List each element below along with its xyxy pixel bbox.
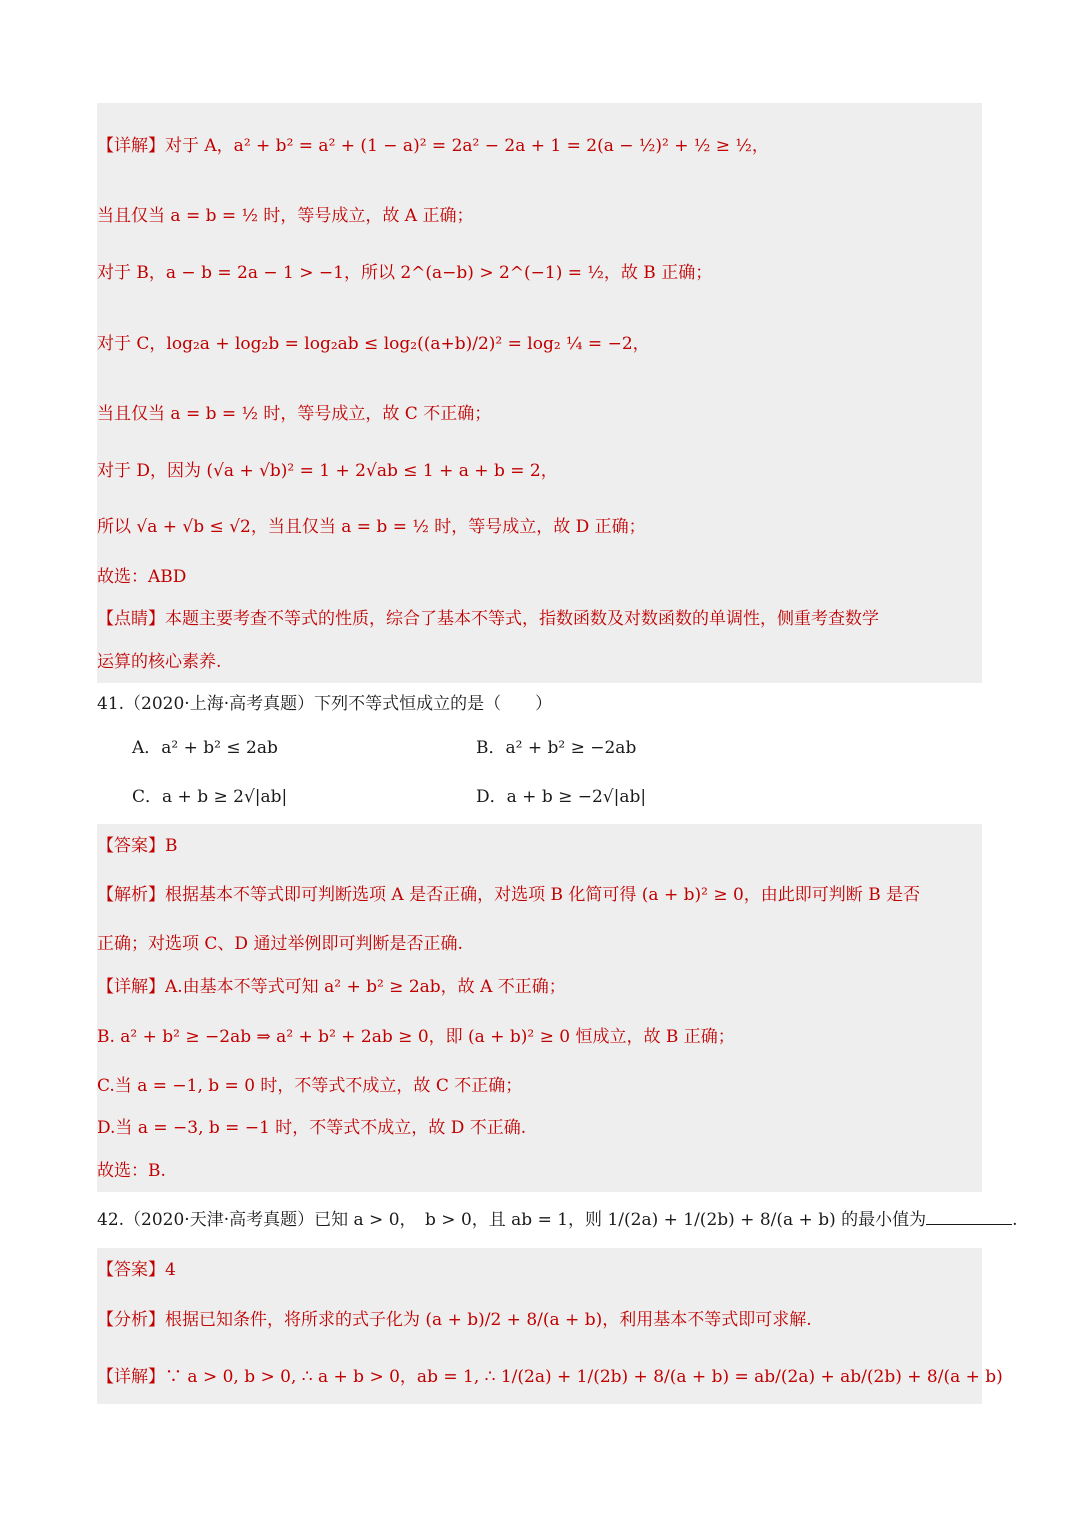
question-41-option-b: B．a² + b² ≥ −2ab — [476, 738, 637, 758]
detail-41-d: D.当 a = −3, b = −1 时，不等式不成立，故 D 不正确. — [97, 1118, 527, 1138]
comment-line-1: 【点睛】本题主要考查不等式的性质，综合了基本不等式，指数函数及对数函数的单调性，侧重考查数学 — [97, 609, 879, 629]
analysis-42: 【分析】根据已知条件，将所求的式子化为 (a + b)/2 + 8/(a + b)，利用基本不等式即可求解. — [97, 1310, 812, 1330]
detail-line-a: 【详解】对于 A，a² + b² = a² + (1 − a)² = 2a² − 2a + 1 = 2(a − ½)² + ½ ≥ ½， — [97, 136, 769, 156]
comment-line-2: 运算的核心素养. — [97, 652, 222, 672]
equality-line-c: 当且仅当 a = b = ½ 时，等号成立，故 C 不正确； — [97, 404, 492, 424]
question-41-stem: 41.（2020·上海·高考真题）下列不等式恒成立的是（ ） — [97, 694, 553, 714]
analysis-41-line-1: 【解析】根据基本不等式即可判断选项 A 是否正确，对选项 B 化简可得 (a + b)² ≥ 0，由此即可判断 B 是否 — [97, 885, 921, 905]
question-42-text: 42.（2020·天津·高考真题）已知 a > 0， b > 0，且 ab = 1，则 1/(2a) + 1/(2b) + 8/(a + b) 的最小值为 — [97, 1210, 927, 1230]
question-42-stem — [97, 1208, 1018, 1232]
question-41-option-a: A．a² + b² ≤ 2ab — [132, 738, 278, 758]
answer-41: 【答案】B — [97, 836, 178, 856]
answer-choice-41: 故选：B. — [97, 1161, 166, 1181]
question-42-period: . — [1012, 1210, 1018, 1230]
detail-line-d: 对于 D，因为 (√a + √b)² = 1 + 2√ab ≤ 1 + a + b = 2， — [97, 461, 558, 481]
question-41-option-c: C．a + b ≥ 2√|ab| — [132, 787, 288, 807]
question-41-option-d: D．a + b ≥ −2√|ab| — [476, 787, 647, 807]
detail-line-b: 对于 B，a − b = 2a − 1 > −1，所以 2^(a−b) > 2^(−1) = ½，故 B 正确； — [97, 263, 713, 283]
detail-41-a: 【详解】A.由基本不等式可知 a² + b² ≥ 2ab，故 A 不正确； — [97, 977, 566, 997]
analysis-41-line-2: 正确；对选项 C、D 通过举例即可判断是否正确. — [97, 934, 463, 954]
answer-blank — [926, 1210, 1012, 1225]
detail-41-b: B. a² + b² ≥ −2ab ⇒ a² + b² + 2ab ≥ 0，即 (a + b)² ≥ 0 恒成立，故 B 正确； — [97, 1027, 735, 1047]
detail-line-c: 对于 C，log₂a + log₂b = log₂ab ≤ log₂((a+b)/2)² = log₂ ¼ = −2， — [97, 334, 650, 354]
detail-42: 【详解】∵ a > 0, b > 0, ∴ a + b > 0，ab = 1, ∴ 1/(2a) + 1/(2b) + 8/(a + b) = ab/(2a) + ab/(2b) + 8/(a + b) — [97, 1367, 1003, 1387]
answer-choice-40: 故选：ABD — [97, 567, 187, 587]
equality-line-a: 当且仅当 a = b = ½ 时，等号成立，故 A 正确； — [97, 206, 474, 226]
conclusion-line-d: 所以 √a + √b ≤ √2，当且仅当 a = b = ½ 时，等号成立，故 D 正确； — [97, 517, 646, 537]
answer-42: 【答案】4 — [97, 1260, 176, 1280]
solution-block-40 — [97, 103, 982, 683]
detail-41-c: C.当 a = −1, b = 0 时，不等式不成立，故 C 不正确； — [97, 1076, 523, 1096]
